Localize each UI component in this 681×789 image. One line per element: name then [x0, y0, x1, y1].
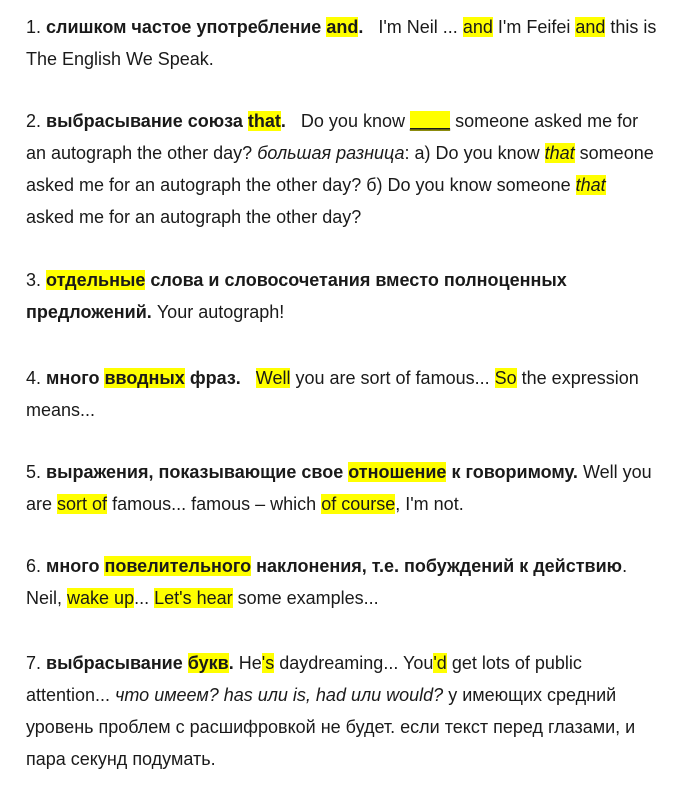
example-text: some examples...: [237, 588, 379, 608]
example-text: Your autograph!: [156, 302, 285, 322]
item-number: 3.: [26, 270, 42, 290]
item-heading-highlight: that: [247, 111, 281, 131]
example-highlight: that: [544, 143, 575, 163]
example-highlight: wake up: [67, 588, 135, 608]
example-text: у имеющих средний уровень проблем с расшифровкой не будет. если текст перед глазами, и пара секунд подумать.: [26, 685, 636, 769]
item-heading: выбрасывание: [46, 653, 183, 673]
example-text: , I'm not.: [395, 494, 464, 514]
item-heading: слова и словосочетания вместо полноценных предложений.: [26, 270, 567, 322]
item-number: 7.: [26, 653, 42, 673]
example-text: Well you are: [26, 462, 652, 514]
example-highlight: So: [494, 368, 517, 388]
example-text: He: [238, 653, 262, 673]
blank-underline: ____: [410, 111, 451, 131]
example-text: this is The English We Speak.: [26, 17, 657, 69]
item-heading-end: .: [228, 653, 234, 673]
example-text: I'm Feifei: [497, 17, 571, 37]
item-heading-highlight: отдельные: [46, 270, 146, 290]
item-heading: выражения, показывающие свое: [46, 462, 344, 482]
example-text: daydreaming... You: [279, 653, 434, 673]
example-highlight: Well: [255, 368, 291, 388]
example-text: : а) Do you know: [404, 143, 540, 163]
list-item-1: [26, 11, 658, 75]
example-text: you are sort of famous...: [295, 368, 490, 388]
item-heading-end: фраз.: [189, 368, 241, 388]
example-highlight: 'd: [433, 653, 447, 673]
example-text: Do you know: [300, 111, 405, 131]
example-highlight: Let's hear: [154, 588, 233, 608]
example-text: ...: [134, 588, 150, 608]
item-heading: слишком частое употребление: [46, 17, 322, 37]
item-number: 5.: [26, 462, 42, 482]
item-heading: выбрасывание союза: [46, 111, 243, 131]
item-number: 6.: [26, 556, 42, 576]
example-text: famous... famous – which: [112, 494, 317, 514]
example-text: . Neil,: [26, 556, 628, 608]
example-highlight: 's: [261, 653, 275, 673]
item-heading-end: .: [358, 17, 364, 37]
example-highlight: sort of: [57, 494, 108, 514]
example-highlight: that: [575, 175, 606, 195]
item-heading: много: [46, 556, 100, 576]
example-text: the expression means...: [26, 368, 639, 420]
item-number: 2.: [26, 111, 42, 131]
item-heading-highlight: букв: [187, 653, 229, 673]
example-text: asked me for an autograph the other day?: [26, 207, 362, 227]
example-text: someone asked me for an autograph the other day? б) Do you know someone: [26, 143, 654, 195]
item-heading-end: к говоримому.: [451, 462, 578, 482]
list-item-5: [26, 456, 658, 520]
emphasis-text: что имеем? has или is, had или would?: [115, 685, 444, 705]
item-heading-end: наклонения, т.е. побуждений к действию: [256, 556, 623, 576]
list-item-7: [26, 647, 658, 775]
list-item-6: [26, 550, 658, 614]
emphasis-text: большая разница: [257, 143, 405, 163]
example-highlight: and: [575, 17, 606, 37]
list-item-2: [26, 105, 658, 233]
item-heading-highlight: вводных: [104, 368, 185, 388]
item-heading-highlight: отношение: [348, 462, 447, 482]
item-number: 1.: [26, 17, 42, 37]
example-highlight: of course: [321, 494, 396, 514]
item-heading-highlight: and: [326, 17, 359, 37]
example-text: someone asked me for an autograph the other day?: [26, 111, 639, 163]
item-heading: много: [46, 368, 100, 388]
example-text: get lots of public attention...: [26, 653, 582, 705]
list-item-3: [26, 264, 658, 328]
list-item-4: [26, 362, 658, 426]
example-text: I'm Neil ...: [378, 17, 458, 37]
item-heading-highlight: повелительного: [104, 556, 252, 576]
example-highlight: and: [462, 17, 493, 37]
item-number: 4.: [26, 368, 42, 388]
item-heading-end: .: [280, 111, 286, 131]
